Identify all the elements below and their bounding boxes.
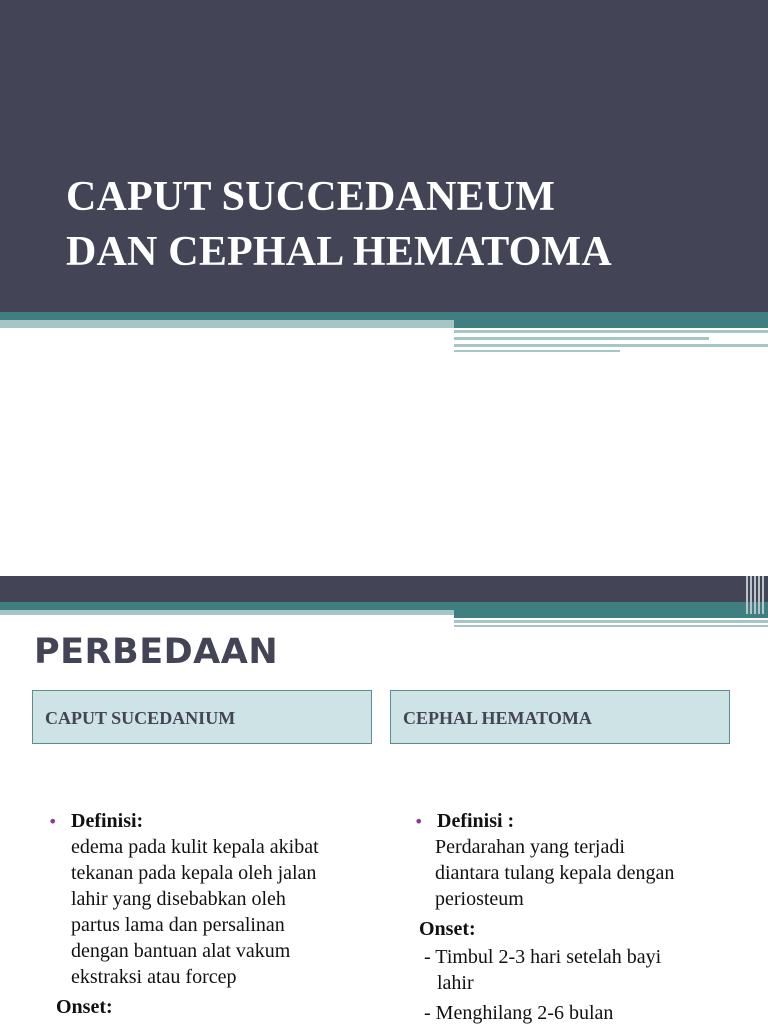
bullet-dot-icon: •	[48, 812, 58, 831]
cephal-header-box: CEPHAL HEMATOMA	[390, 690, 730, 744]
slide-edge-lines	[744, 576, 768, 614]
caput-definition-bullet	[44, 808, 374, 834]
content-slide-header-band	[0, 576, 768, 602]
caput-definition-label: Definisi:	[71, 810, 144, 832]
slide-title-line-1: CAPUT SUCCEDANEUM	[66, 174, 556, 220]
cephal-column	[410, 808, 750, 1026]
cephal-definition-label: Definisi :	[437, 810, 515, 832]
caput-onset-label: Onset:	[56, 996, 113, 1018]
cephal-onset-item: - Timbul 2-3 hari setelah bayi lahir	[424, 946, 662, 994]
slide-gap	[0, 360, 768, 576]
slide-title	[66, 170, 756, 280]
caput-header-box: CAPUT SUCEDANIUM	[32, 690, 372, 744]
caput-column	[44, 808, 374, 1020]
slide-title-line-2: DAN CEPHAL HEMATOMA	[66, 229, 612, 275]
cephal-onset-item: - Menghilang 2-6 bulan	[424, 1002, 614, 1024]
slide-heading: PERBEDAAN	[34, 632, 279, 672]
bullet-dot-icon: •	[414, 812, 424, 831]
caput-definition-text: edema pada kulit kepala akibat tekanan pada kepala oleh jalan lahir yang disebabkan oleh partus lama dan persalinan dengan bantuan alat vakum ekstraksi atau forcep	[71, 836, 319, 988]
cephal-onset-label: Onset:	[419, 918, 476, 940]
cephal-definition-text: Perdarahan yang terjadi diantara tulang kepala dengan periosteum	[435, 836, 675, 910]
cephal-definition-bullet	[410, 808, 750, 834]
